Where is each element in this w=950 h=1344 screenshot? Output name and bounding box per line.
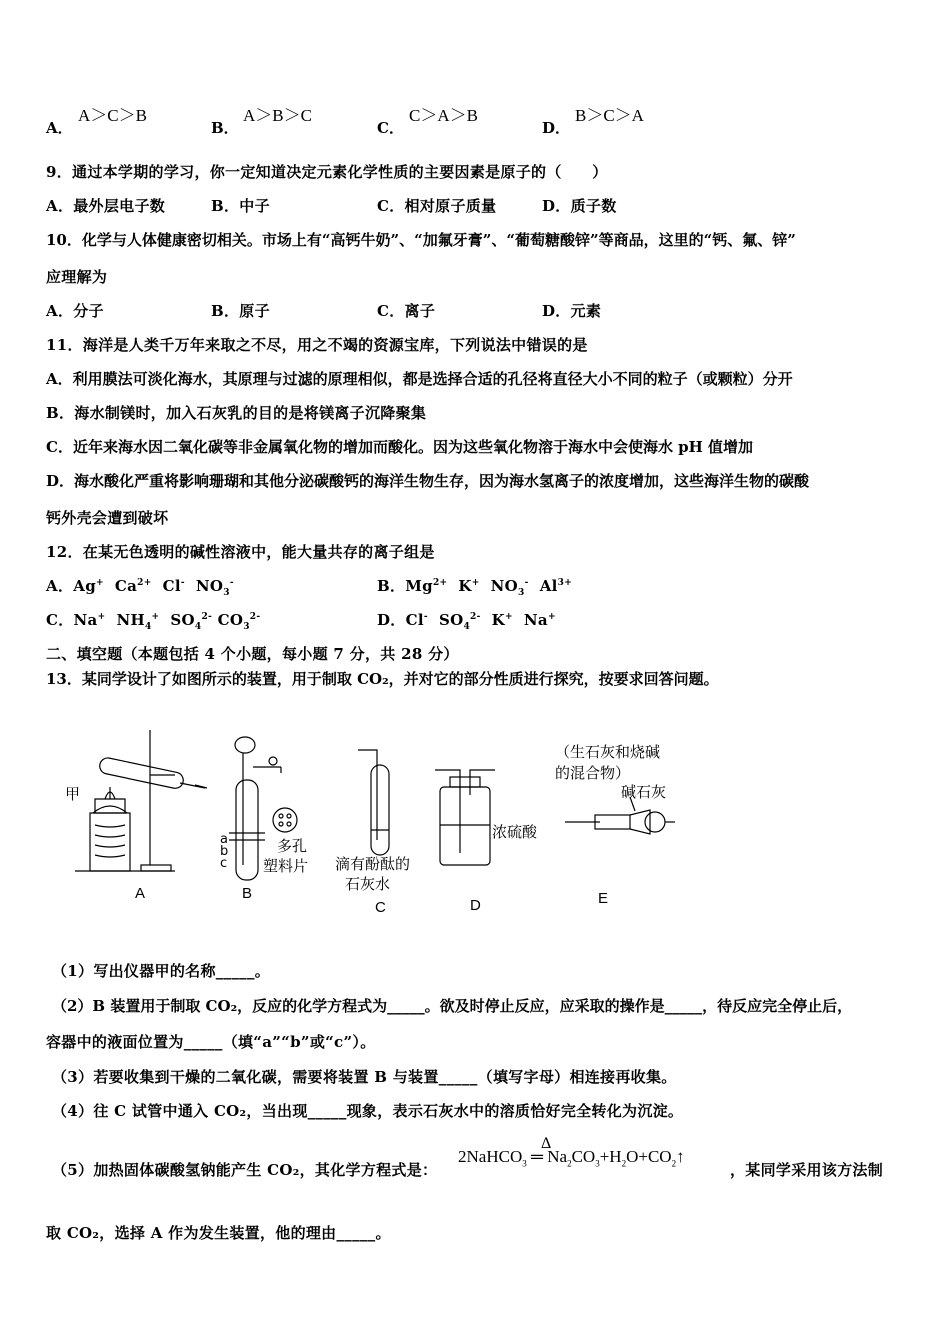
figure-label-phenol: 滴有酚酞的 [335, 855, 411, 873]
figure-label-plastic: 塑料片 [263, 857, 309, 875]
q11-stem: 11．海洋是人类千万年来取之不尽，用之不竭的资源宝库，下列说法中错误的是 [46, 336, 588, 354]
q13-part4: （4）往 C 试管中通入 CO₂，当出现_____现象，表示石灰水中的溶质恰好完全转化为沉淀。 [52, 1102, 684, 1120]
q13-part5-line2: 取 CO₂，选择 A 作为发生装置，他的理由_____。 [46, 1224, 391, 1242]
figure-caption-c: C [375, 899, 386, 916]
q12-option-d: D．Cl- $SO_4^{2-}$ K+ Na+ [377, 611, 556, 632]
q11-option-c: C．近年来海水因二氧化碳等非金属氧化物的增加而酸化。因为这些氧化物溶于海水中会使海水 pH 值增加 [46, 438, 754, 456]
figure-label-mix1: （生石灰和烧碱 [555, 743, 661, 761]
q13-equation [458, 1135, 728, 1175]
q9-option-a: A．最外层电子数 [46, 197, 166, 215]
q8-option-c-letter: C． [377, 119, 404, 137]
q12-option-c-label: C． [46, 611, 74, 629]
q10-option-b: B．原子 [211, 302, 270, 320]
figure-caption-d: D [470, 897, 481, 914]
q13-part3: （3）若要收集到干燥的二氧化碳，需要将装置 B 与装置_____（填写字母）相连接再收集。 [52, 1068, 677, 1086]
figure-label-porous: 多孔 [277, 837, 308, 855]
figure-label-a: a [220, 832, 228, 847]
q10-option-a: A．分子 [46, 302, 104, 320]
q10-option-d: D．元素 [542, 302, 602, 320]
q8-option-d-formula: B＞C＞A [575, 106, 644, 125]
q8-option-d-letter: D． [542, 119, 571, 137]
figure-caption-e: E [598, 890, 609, 907]
q12-option-b-label: B． [377, 577, 406, 595]
q11-option-b: B．海水制镁时，加入石灰乳的目的是将镁离子沉降聚集 [46, 404, 427, 422]
q10-stem-line2: 应理解为 [46, 268, 108, 286]
q13-stem: 13．某同学设计了如图所示的装置，用于制取 CO₂，并对它的部分性质进行探究，按要求回答问题。 [46, 670, 719, 688]
q9-stem: 9．通过本学期的学习，你一定知道决定元素化学性质的主要因素是原子的（ ） [46, 163, 608, 181]
q8-option-a-formula: A＞C＞B [78, 106, 147, 125]
q12-option-a-label: A． [46, 577, 74, 595]
q8-option-b-letter: B． [211, 119, 239, 137]
q11-option-a: A．利用膜法可淡化海水，其原理与过滤的原理相似，都是选择合适的孔径将直径大小不同的粒子（或颗粒）分开 [46, 370, 793, 388]
q12-option-c: C．Na+ $NH_4^+$ $SO_4^{2-}$ $CO_3^{2-}$ [46, 611, 261, 632]
q12-stem: 12．在某无色透明的碱性溶液中，能大量共存的离子组是 [46, 543, 435, 561]
q10-option-c: C．离子 [377, 302, 436, 320]
q12-option-d-label: D． [377, 611, 406, 629]
apparatus-figure [55, 725, 695, 920]
equation-text: 2NaHCO$_3$ ═ $Na_2CO_3+H_2O+CO_2↑$ [458, 1147, 685, 1169]
q9-option-c: C．相对原子质量 [377, 197, 497, 215]
q12-option-a: A．Ag+ $Ca^{2+}$ Cl- $NO_3^-$ [46, 577, 234, 598]
q9-option-d: D．质子数 [542, 197, 617, 215]
figure-label-jia: 甲 [65, 785, 81, 803]
q13-part1: （1）写出仪器甲的名称_____。 [52, 962, 271, 980]
section2-title: 二、填空题（本题包括 4 个小题，每小题 7 分，共 28 分） [46, 645, 459, 663]
q8-option-b-formula: A＞B＞C [243, 106, 312, 125]
figure-label-c: c [220, 856, 228, 871]
q13-part2-line2: 容器中的液面位置为_____（填“a”“b”或“c”）。 [46, 1033, 376, 1051]
figure-label-sodalime: 碱石灰 [621, 783, 667, 801]
equation-delta: Δ [541, 1135, 552, 1152]
q13-part5-post: ，某同学采用该方法制 [730, 1161, 884, 1179]
q11-option-d-line2: 钙外壳会遭到破坏 [46, 509, 169, 527]
q8-option-c-formula: C＞A＞B [409, 106, 478, 125]
q12-option-b: B．$Mg^{2+}$ K+ $NO_3^-$ $Al^{3+}$ [377, 577, 573, 598]
figure-label-b: b [220, 844, 229, 859]
q11-option-d-line1: D．海水酸化严重将影响珊瑚和其他分泌碳酸钙的海洋生物生存，因为海水氢离子的浓度增加，这些海洋生物的碳酸 [46, 472, 810, 490]
figure-label-limewater: 石灰水 [345, 875, 391, 893]
figure-label-acid: 浓硫酸 [492, 823, 538, 841]
q9-option-b: B．中子 [211, 197, 270, 215]
q10-stem-line1: 10．化学与人体健康密切相关。市场上有“高钙牛奶”、“加氟牙膏”、“葡萄糖酸锌”等商品，这里的“钙、氟、锌” [46, 231, 796, 249]
q13-part2-line1: （2）B 装置用于制取 CO₂，反应的化学方程式为_____。欲及时停止反应，应采取的操作是_____，待反应完全停止后， [52, 997, 853, 1015]
figure-label-mix2: 的混合物） [555, 764, 631, 782]
q13-part5-pre: （5）加热固体碳酸氢钠能产生 CO₂，其化学方程式是： [52, 1161, 438, 1179]
q8-option-a-letter: A． [46, 119, 73, 137]
figure-caption-b: B [242, 885, 253, 902]
figure-caption-a: A [135, 885, 146, 902]
